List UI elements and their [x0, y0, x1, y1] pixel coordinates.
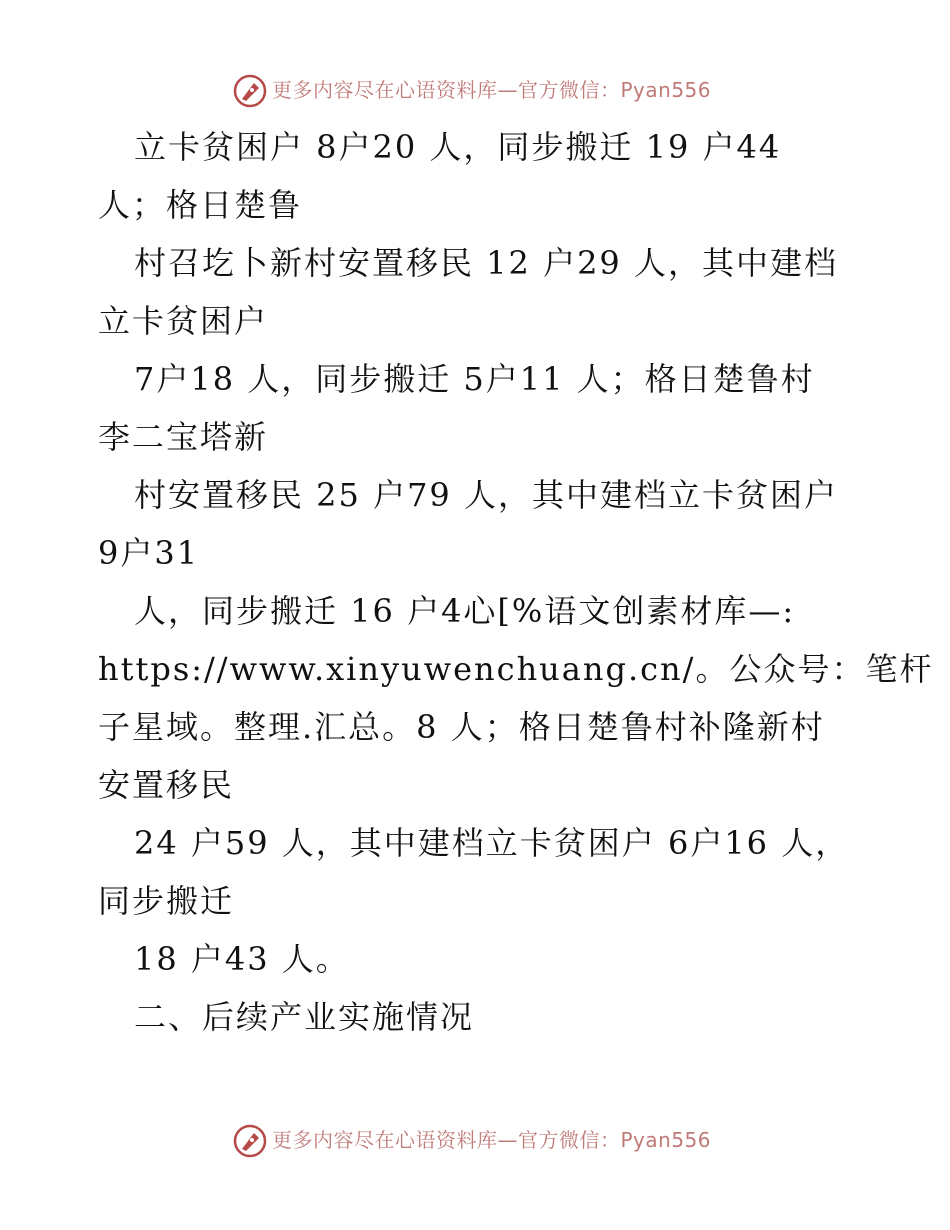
text-line: 立卡贫困户 — [98, 302, 269, 340]
watermark-text: 更多内容尽在心语资料库—官方微信：Pyan556 — [272, 1128, 712, 1152]
text-line: 村召圪卜新村安置移民 12 户29 人，其中建档 — [134, 244, 838, 282]
text-line: 18 户43 人。 — [134, 940, 350, 978]
pen-nib-circle-icon — [232, 1123, 268, 1159]
text-line: 李二宝塔新 — [98, 418, 269, 456]
text-line: 人，同步搬迁 16 户4心[%语文创素材库—: — [134, 592, 796, 630]
text-line: 7户18 人，同步搬迁 5户11 人；格日楚鲁村 — [134, 360, 815, 398]
text-line: 24 户59 人，其中建档立卡贫困户 6户16 人， — [134, 824, 850, 862]
watermark-header — [0, 70, 950, 110]
section-heading: 二、后续产业实施情况 — [134, 998, 475, 1036]
watermark-text: 更多内容尽在心语资料库—官方微信：Pyan556 — [272, 78, 712, 102]
text-line: 9户31 — [98, 534, 200, 572]
watermark-footer — [0, 1120, 950, 1160]
text-line: 人；格日楚鲁 — [98, 186, 303, 224]
pen-nib-circle-icon — [232, 73, 268, 109]
text-line: 安置移民 — [98, 766, 235, 804]
text-line: 村安置移民 25 户79 人，其中建档立卡贫困户 — [134, 476, 838, 514]
text-line: 立卡贫困户 8户20 人，同步搬迁 19 户44 — [134, 128, 782, 166]
text-line: 同步搬迁 — [98, 882, 235, 920]
text-line-url: https://www.xinyuwenchuang.cn/。公众号：笔杆 — [98, 650, 934, 688]
text-line: 子星域。整理.汇总。8 人；格日楚鲁村补隆新村 — [98, 708, 825, 746]
